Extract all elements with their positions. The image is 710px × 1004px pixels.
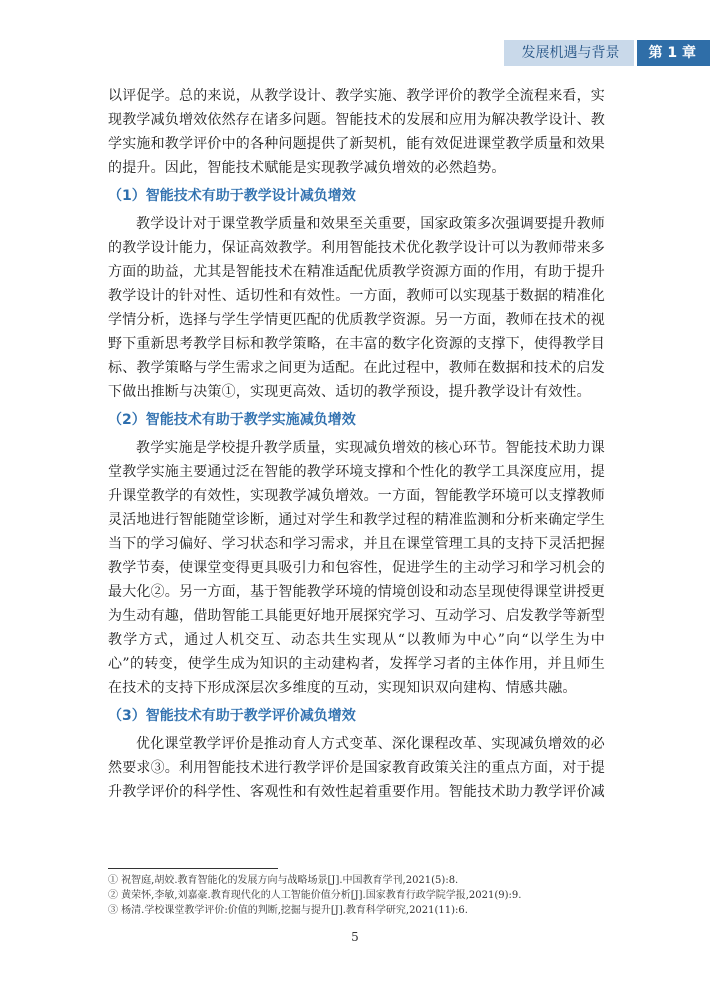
footnote-1: ① 祝智庭,胡姣.教育智能化的发展方向与战略场景[J].中国教育学刊,2021(5):8. [108,875,459,886]
section-heading-evaluation: （3）智能技术有助于教学评价减负增效 [108,708,356,724]
paragraph-intro: 以评促学。总的来说，从教学设计、教学实施、教学评价的教学全流程来看，实现教学减负增效依然存在诸多问题。智能技术的发展和应用为解决教学设计、教学实施和教学评价中的各种问题提供了新契机，能有效促进课堂教学质量和效果的提升。因此，智能技术赋能是实现教学减负增效的必然趋势。 [108,88,605,176]
footnote-2: ② 黄荣怀,李敏,刘嘉豪.教育现代化的人工智能价值分析[J].国家教育行政学院学报,2021(9):9. [108,890,522,901]
main-text [108,84,605,804]
header-chapter-label: 第 1 章 [637,40,710,66]
paragraph-implementation: 教学实施是学校提升教学质量，实现减负增效的核心环节。智能技术助力课堂教学实施主要通过泛在智能的教学环境支撑和个性化的教学工具深度应用，提升课堂教学的有效性，实现教学减负增效。一方面，智能教学环境可以支撑教师灵活地进行智能随堂诊断，通过对学生和教学过程的精准监测和分析来确定学生当下的学习偏好、学习状态和学习需求，并且在课堂管理工具的支持下灵活把握教学节奏，使课堂变得更具吸引力和包容性，促进学生的主动学习和学习机会的最大化②。另一方面，基于智能教学环境的情境创设和动态呈现使得课堂讲授更为生动有趣，借助智能工具能更好地开展探究学习、互动学习、启发教学等新型教学方式，通过人机交互、动态共生实现从“以教师为中心”向“以学生为中心”的转变，使学生成为知识的主动建构者，发挥学习者的主体作用，并且师生在技术的支持下形成深层次多维度的互动，实现知识双向建构、情感共融。 [108,440,605,696]
section-heading-implementation: （2）智能技术有助于教学实施减负增效 [108,412,356,428]
paragraph-design: 教学设计对于课堂教学质量和效果至关重要，国家政策多次强调要提升教师的教学设计能力，保证高效教学。利用智能技术优化教学设计可以为教师带来多方面的助益，尤其是智能技术在精准适配优质教学资源方面的作用，有助于提升教学设计的针对性、适切性和有效性。一方面，教师可以实现基于数据的精准化学情分析，选择与学生学情更匹配的优质教学资源。另一方面，教师在技术的视野下重新思考教学目标和教学策略，在丰富的数字化资源的支撑下，使得教学目标、教学策略与学生需求之间更为适配。在此过程中，教师在数据和技术的启发下做出推断与决策①，实现更高效、适切的教学预设，提升教学设计有效性。 [108,216,605,400]
section-heading-design: （1）智能技术有助于教学设计减负增效 [108,188,356,204]
page-number: 5 [351,930,359,944]
paragraph-evaluation: 优化课堂教学评价是推动育人方式变革、深化课程改革、实现减负增效的必然要求③。利用智能技术进行教学评价是国家教育政策关注的重点方面，对于提升教学评价的科学性、客观性和有效性起着重要作用。智能技术助力教学评价减 [108,736,605,800]
footnotes [108,868,605,918]
running-header [504,40,710,66]
header-section-title: 发展机遇与背景 [504,40,634,66]
footnote-divider [108,868,278,869]
footnote-3: ③ 杨清.学校课堂教学评价:价值的判断,挖掘与提升[J].教育科学研究,2021(11):6. [108,905,468,916]
